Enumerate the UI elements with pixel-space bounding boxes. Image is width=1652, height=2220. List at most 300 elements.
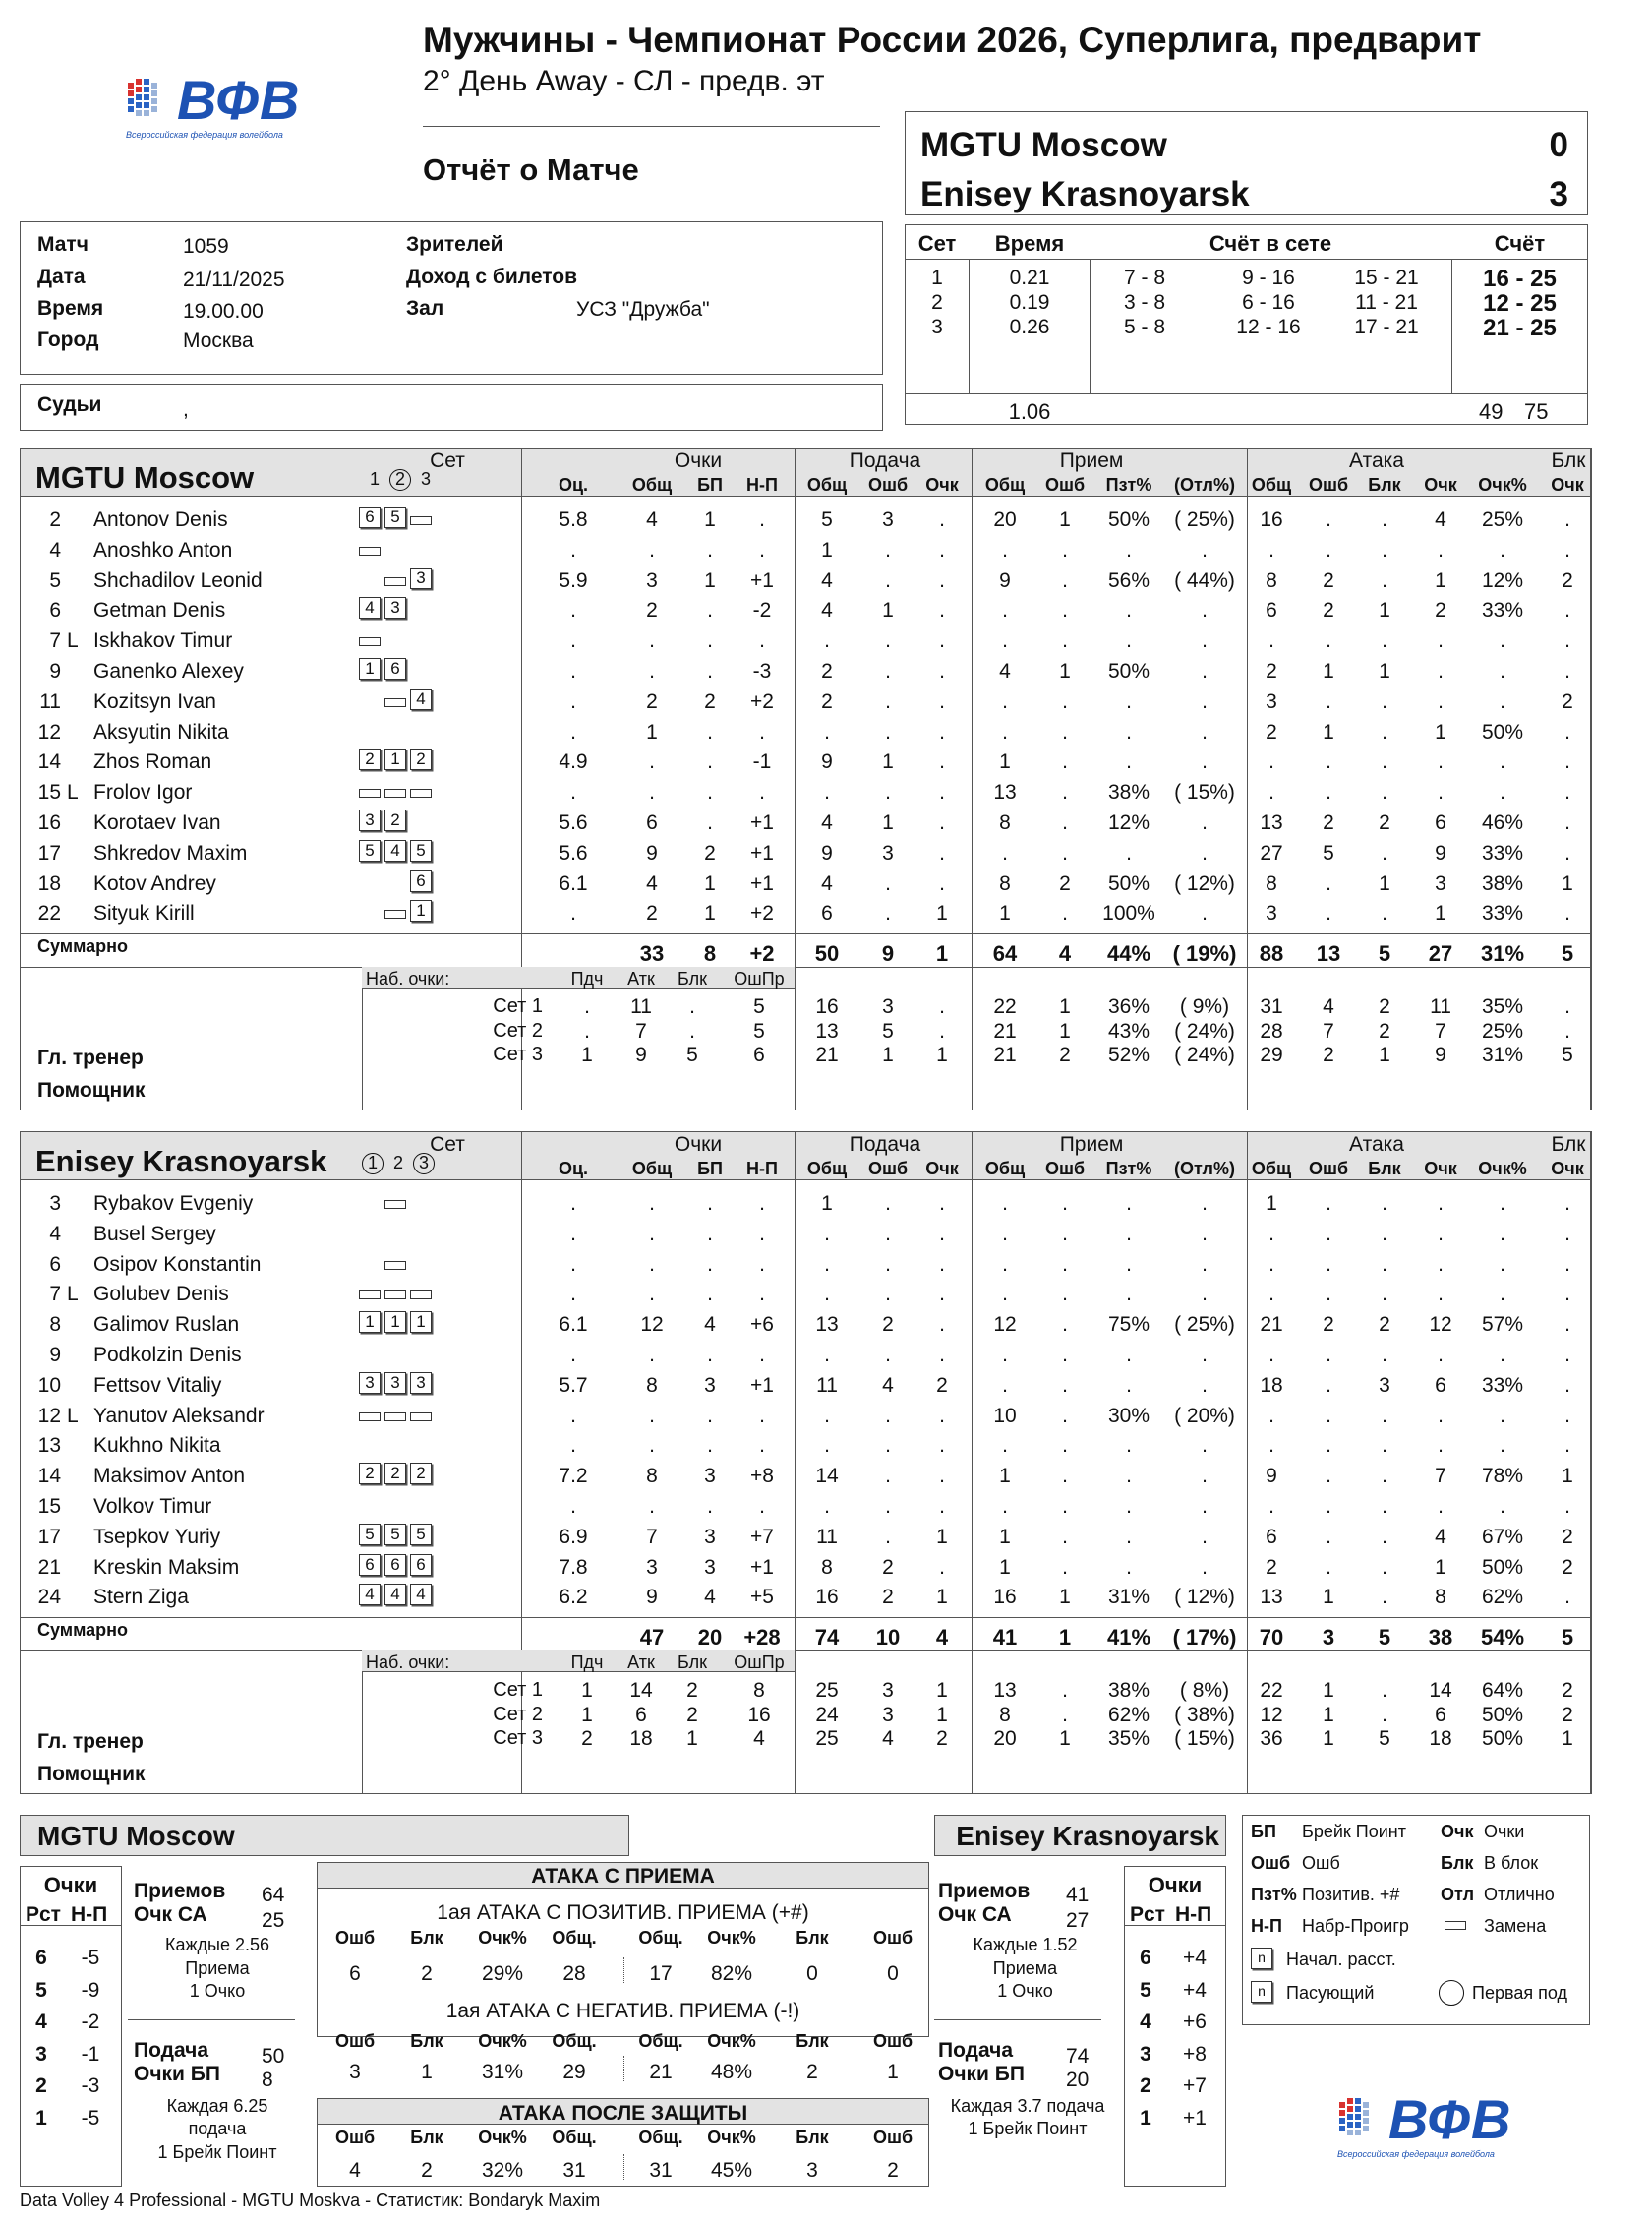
team2-set-stat-cell: 8: [753, 1679, 765, 1702]
starting-positions: [359, 810, 436, 831]
team2-stat-cell: 7: [646, 1525, 658, 1548]
team2-stat-cell: .: [1326, 1404, 1331, 1427]
team2-stat-cell: .: [1326, 1465, 1331, 1488]
team2-set-stat-cell: 1: [1059, 1727, 1071, 1750]
team2-stat-cell: .: [1062, 1373, 1068, 1397]
team1-stat-cell: .: [1500, 630, 1505, 653]
attack-pos-value: 28: [562, 1962, 586, 1985]
team1-block-header: Блк: [1551, 450, 1586, 472]
starting-position-box: 1: [410, 1311, 432, 1333]
team2-player-name: Osipov Konstantin: [93, 1252, 262, 1276]
team1-stat-cell: .: [1126, 750, 1132, 774]
team1-stat-cell: .: [570, 660, 576, 683]
team1-stat-cell: .: [1202, 902, 1208, 926]
team1-set-stat-cell: 16: [815, 995, 839, 1018]
team2-set-stat-cell: 24: [815, 1703, 839, 1726]
team1-stat-cell: 9: [1435, 841, 1446, 865]
team1-stat-cell: .: [1500, 538, 1505, 562]
team2-stat-cell: .: [1202, 1192, 1208, 1215]
team2-stat-cell: .: [1002, 1373, 1008, 1397]
team1-stat-cell: .: [707, 720, 713, 744]
attack-neg-value: 48%: [710, 2061, 753, 2083]
set-partial-score: 11 - 21: [1355, 291, 1418, 314]
team1-set-stat-cell: 31: [1260, 995, 1283, 1018]
team1-stat-cell: 2: [646, 690, 658, 713]
team2-set-stat-cell: .: [1382, 1703, 1387, 1726]
team2-subheader: Очк: [1551, 1159, 1584, 1178]
team2-set-stat-cell: ( 15%): [1174, 1727, 1235, 1750]
set-number: 2: [931, 291, 943, 314]
team2-stat-cell: .: [824, 1434, 830, 1458]
set-number-marker: 1: [369, 469, 380, 489]
team2-stat-cell: 3: [704, 1373, 716, 1397]
team2-stat-cell: 6.9: [559, 1525, 588, 1548]
team2-stat-cell: .: [649, 1344, 655, 1366]
team2-stat-cell: .: [1382, 1283, 1387, 1306]
team2-player-name: Golubev Denis: [93, 1283, 229, 1306]
team1-serve-header: Подача: [849, 450, 921, 472]
rotation-number: 1: [35, 2106, 47, 2130]
team1-stat-cell: 4: [821, 599, 833, 623]
team1-stat-cell: .: [939, 871, 945, 895]
team2-stat-cell: .: [1438, 1434, 1444, 1458]
attack-col-header: Ошб: [872, 2031, 914, 2051]
attack-pos-value: 2: [421, 1962, 433, 1985]
starting-position-box: 3: [359, 810, 381, 831]
team2-stat-cell: .: [1438, 1222, 1444, 1245]
team2-stat-cell: .: [824, 1404, 830, 1427]
team1-stat-cell: 2: [821, 660, 833, 683]
team2-stat-cell: .: [939, 1313, 945, 1337]
team2-points-header: Очки: [674, 1133, 723, 1156]
team2-stat-cell: 2: [1562, 1525, 1573, 1548]
team2-player-number: 8: [49, 1313, 61, 1337]
team1-stat-cell: 50%: [1107, 509, 1150, 531]
team1-stat-cell: .: [1062, 538, 1068, 562]
starting-position-box: 2: [410, 1463, 432, 1484]
team2-stat-cell: .: [1564, 1252, 1570, 1276]
team2-stat-cell: .: [1062, 1222, 1068, 1245]
team2-set-stat-cell: 38%: [1107, 1679, 1150, 1702]
team1-stat-cell: .: [707, 660, 713, 683]
team2-stat-cell: 1: [936, 1525, 948, 1548]
team1-stat-cell: .: [939, 599, 945, 623]
team2-stat-cell: .: [1002, 1495, 1008, 1518]
team2-set-stat-cell: 16: [747, 1703, 771, 1726]
team2-stat-cell: .: [1500, 1434, 1505, 1458]
team2-stat-cell: 30%: [1107, 1404, 1150, 1427]
away-every-line: Каждые 1.52: [973, 1935, 1078, 1954]
home-ochsa-label: Очк СА: [134, 1903, 207, 1926]
attack-neg-value: 1: [887, 2061, 899, 2083]
team1-set-numbers: [362, 469, 441, 491]
team2-subheader: Очк: [1424, 1159, 1457, 1178]
team1-set-stat-cell: 2: [1059, 1044, 1071, 1066]
team1-stat-cell: 8: [999, 871, 1011, 895]
team1-player-number: 15: [37, 781, 61, 805]
starting-positions: [359, 749, 436, 770]
rotation-number: 3: [35, 2042, 47, 2066]
team1-stat-cell: 33%: [1481, 902, 1524, 926]
summary-home-name: MGTU Moscow: [37, 1821, 235, 1851]
report-subtitle: 2° День Away - СЛ - предв. эт: [423, 65, 825, 97]
team1-stat-cell: 4: [821, 569, 833, 592]
substitution-icon: [410, 789, 432, 798]
team2-stat-cell: .: [759, 1434, 765, 1458]
team2-stat-cell: .: [1564, 1404, 1570, 1427]
starting-positions: [359, 719, 436, 740]
team1-set-stat-cell: 7: [635, 1019, 647, 1043]
team2-set-stat-cell: 35%: [1107, 1727, 1150, 1750]
team2-stat-cell: .: [1002, 1344, 1008, 1366]
team1-stat-cell: .: [570, 902, 576, 926]
team2-nab-col: Атк: [627, 1652, 655, 1672]
team1-set-stat-cell: 36%: [1107, 995, 1150, 1018]
judges-value: ,: [183, 398, 189, 421]
away-bp-label: Очки БП: [938, 2063, 1025, 2085]
team1-stat-cell: 3: [1435, 871, 1446, 895]
team1-set-stat-cell: 31%: [1481, 1044, 1524, 1066]
team2-stat-cell: .: [1564, 1313, 1570, 1337]
starting-positions: [359, 900, 436, 922]
starting-position-box: 4: [359, 597, 381, 619]
team1-stat-cell: .: [939, 811, 945, 834]
starting-position-box: 2: [359, 1463, 381, 1484]
team2-stat-cell: .: [707, 1252, 713, 1276]
legend-value: Очки: [1484, 1822, 1525, 1841]
team2-stat-cell: 2: [1379, 1313, 1390, 1337]
team2-stat-cell: .: [1202, 1555, 1208, 1579]
attack-def-value: 31: [562, 2159, 586, 2182]
team2-stat-cell: 75%: [1107, 1313, 1150, 1337]
team1-stat-cell: .: [707, 781, 713, 805]
team2-subheader: Общ: [806, 1159, 848, 1178]
home-serve-value: 50: [262, 2045, 285, 2068]
team2-stat-cell: .: [1062, 1344, 1068, 1366]
team2-stat-cell: .: [759, 1222, 765, 1245]
attack-col-header: Очк%: [478, 2031, 527, 2051]
team2-stat-cell: 62%: [1481, 1586, 1524, 1609]
team1-set-stat-cell: 1: [1379, 1044, 1390, 1066]
team1-stat-cell: .: [1438, 750, 1444, 774]
team2-player-number: 10: [37, 1373, 61, 1397]
team2-stat-cell: +8: [750, 1465, 774, 1488]
rotation-col-rst: Рст: [26, 1903, 61, 1926]
team1-set-stat-cell: 21: [993, 1019, 1017, 1043]
team1-reception-header: Прием: [1059, 450, 1124, 472]
team2-set-stat-cell: 64%: [1481, 1679, 1524, 1702]
vfv-logo-bottom: [1337, 2090, 1534, 2164]
team1-stat-cell: .: [1564, 509, 1570, 531]
starting-positions: [359, 1584, 436, 1605]
team2-stat-cell: 3: [704, 1525, 716, 1548]
starting-position-box: 1: [410, 900, 432, 922]
starting-position-box: 6: [359, 507, 381, 528]
team1-subheader: Н-П: [746, 475, 778, 495]
substitution-icon: [410, 1290, 432, 1299]
team2-stat-cell: 57%: [1481, 1313, 1524, 1337]
summary-away-name: Enisey Krasnoyarsk: [956, 1821, 1219, 1851]
team1-stat-cell: 13: [993, 781, 1017, 805]
rotation-balance: +1: [1183, 2106, 1207, 2130]
team2-set-stat-cell: 2: [936, 1727, 948, 1750]
set-duration: 0.19: [1009, 291, 1050, 314]
team1-total-cell: 31%: [1480, 941, 1525, 966]
team1-player-name: Shchadilov Leonid: [93, 569, 263, 592]
away-ochsa-value: 27: [1066, 1909, 1090, 1932]
team1-stat-cell: .: [1326, 538, 1331, 562]
team2-total-cell: 54%: [1480, 1625, 1525, 1650]
team1-stat-cell: .: [1062, 841, 1068, 865]
team2-stat-cell: .: [1326, 1525, 1331, 1548]
team2-stat-cell: 18: [1260, 1373, 1283, 1397]
team1-set-row-label: Сет 2: [493, 1019, 543, 1042]
team2-player-number: 14: [37, 1465, 61, 1488]
team1-stat-cell: .: [1062, 720, 1068, 744]
team1-player-number: 5: [49, 569, 61, 592]
team1-total-cell: 5: [1378, 941, 1391, 966]
team1-stat-cell: .: [885, 781, 891, 805]
away-ochsa-label: Очк СА: [938, 1903, 1012, 1926]
team1-stat-cell: 2: [1379, 811, 1390, 834]
legend-value: Пасующий: [1286, 1983, 1375, 2003]
team2-stat-cell: .: [939, 1555, 945, 1579]
team1-stat-cell: .: [1268, 538, 1274, 562]
rule: [20, 967, 1591, 968]
team1-stat-cell: 2: [1562, 690, 1573, 713]
starting-position-box: 1: [384, 749, 406, 770]
team2-total-cell: 1: [1058, 1625, 1072, 1650]
legend-value: Начал. расст.: [1286, 1950, 1396, 1969]
team2-stat-cell: +7: [750, 1525, 774, 1548]
team2-stat-cell: 12: [993, 1313, 1017, 1337]
legend-first-serve-icon: [1439, 1980, 1464, 2006]
starting-positions: [359, 1432, 436, 1453]
team2-libero-mark: L: [67, 1283, 79, 1306]
team1-stat-cell: .: [939, 538, 945, 562]
team1-libero-mark: L: [67, 630, 79, 653]
team2-set-stat-cell: 25: [815, 1727, 839, 1750]
set-number-marker: 2: [389, 469, 411, 491]
negative-attack-title: 1ая АТАКА С НЕГАТИВ. ПРИЕМА (-!): [445, 2000, 800, 2022]
team1-stat-cell: 33%: [1481, 841, 1524, 865]
team2-stat-cell: .: [1268, 1222, 1274, 1245]
match-date: 21/11/2025: [183, 269, 285, 291]
team2-set-stat-cell: 25: [815, 1679, 839, 1702]
team2-stat-cell: .: [1382, 1222, 1387, 1245]
team1-set-stat-cell: 11: [1430, 995, 1451, 1018]
team2-stat-cell: ( 20%): [1174, 1404, 1235, 1427]
vfv-logo: [126, 71, 323, 145]
team2-player-name: Kukhno Nikita: [93, 1434, 221, 1458]
starting-positions: [359, 1342, 436, 1362]
team1-stat-cell: 56%: [1107, 569, 1150, 592]
team2-stat-cell: 21: [1260, 1313, 1283, 1337]
team2-player-name: Fettsov Vitaliy: [93, 1373, 222, 1397]
team2-stat-cell: .: [1326, 1495, 1331, 1518]
team2-stat-cell: .: [939, 1434, 945, 1458]
team1-subheader: Ошб: [1044, 475, 1086, 495]
team1-stat-cell: 12%: [1481, 569, 1524, 592]
rule: [20, 1179, 1591, 1180]
team1-player-number: 12: [37, 720, 61, 744]
team2-player-number: 17: [37, 1525, 61, 1548]
team1-set-stat-cell: 43%: [1107, 1019, 1150, 1043]
team1-stat-cell: .: [1268, 630, 1274, 653]
team1-player-number: 22: [37, 902, 61, 926]
team2-set-row-label: Сет 3: [493, 1727, 543, 1749]
team2-set-stat-cell: 1: [686, 1727, 698, 1750]
team1-player-number: 14: [37, 750, 61, 774]
label-hall: Зал: [406, 297, 444, 320]
team1-stat-cell: .: [570, 720, 576, 744]
team2-player-number: 12: [37, 1404, 61, 1427]
team2-set-stat-cell: 12: [1260, 1703, 1283, 1726]
team2-set-stat-cell: 20: [993, 1727, 1017, 1750]
sets-header-time: Время: [994, 231, 1065, 256]
team2-stat-cell: .: [885, 1495, 891, 1518]
team2-stat-cell: .: [824, 1283, 830, 1306]
starting-position-box: 2: [410, 749, 432, 770]
rotation-col-np: Н-П: [1175, 1903, 1212, 1926]
team1-nab-col: ОшПр: [734, 969, 785, 989]
team1-stat-cell: +1: [750, 811, 774, 834]
team2-stat-cell: 12: [640, 1313, 664, 1337]
team2-set-stat-cell: 6: [635, 1703, 647, 1726]
team2-stat-cell: .: [1500, 1495, 1505, 1518]
team1-stat-cell: .: [885, 538, 891, 562]
team1-stat-cell: .: [1126, 690, 1132, 713]
rotation-balance: -2: [81, 2010, 100, 2033]
set-partial-score: 7 - 8: [1123, 267, 1166, 289]
team2-stat-cell: 31%: [1107, 1586, 1150, 1609]
set-partial-score: 3 - 8: [1123, 291, 1166, 314]
starting-position-box: 4: [410, 1584, 432, 1605]
team2-stat-cell: .: [1382, 1192, 1387, 1215]
team2-subheader: Ошб: [1308, 1159, 1349, 1178]
team1-total-cell: 9: [881, 941, 895, 966]
team1-subheader: БП: [697, 475, 723, 495]
team2-total-cell: 20: [697, 1625, 723, 1650]
label-city: Город: [37, 329, 99, 351]
team1-stat-cell: 9: [821, 750, 833, 774]
team1-stat-cell: .: [1126, 538, 1132, 562]
team2-stat-cell: .: [1382, 1586, 1387, 1609]
team2-set-stat-cell: 8: [999, 1703, 1011, 1726]
team2-stat-cell: .: [707, 1495, 713, 1518]
rotation-number: 5: [1140, 1978, 1151, 2002]
team2-set-stat-cell: 14: [1429, 1679, 1452, 1702]
team1-stat-cell: .: [1564, 811, 1570, 834]
rotation-number: 6: [35, 1947, 47, 1969]
team1-total-cell: 33: [639, 941, 665, 966]
team1-stat-cell: .: [1326, 781, 1331, 805]
judges-box: [20, 384, 883, 431]
team2-stat-cell: .: [824, 1252, 830, 1276]
attack-col-header: Ошб: [334, 2031, 376, 2051]
team1-set-stat-cell: 5: [882, 1019, 894, 1043]
attack-col-header: Общ.: [638, 2031, 683, 2051]
team1-player-name: Ganenko Alexey: [93, 660, 244, 683]
team1-stat-cell: 5: [821, 509, 833, 531]
team1-stat-cell: .: [1326, 902, 1331, 926]
rotation-balance: +6: [1183, 2010, 1207, 2033]
team2-stat-cell: .: [707, 1344, 713, 1366]
starting-position-box: 5: [410, 1524, 432, 1545]
legend-key: Пзт%: [1251, 1885, 1297, 1904]
team1-stat-cell: .: [1202, 841, 1208, 865]
team1-nab-label: Наб. очки:: [366, 969, 450, 989]
team1-stat-cell: 8: [999, 811, 1011, 834]
team2-stat-cell: 11: [816, 1525, 838, 1548]
team2-nab-label: Наб. очки:: [366, 1652, 450, 1672]
team2-stat-cell: 14: [815, 1465, 839, 1488]
team2-nab-col: Пдч: [570, 1652, 604, 1672]
home-team-score-name: MGTU Moscow: [920, 126, 1167, 164]
team2-stat-cell: .: [885, 1465, 891, 1488]
rotation-balance: +7: [1183, 2074, 1207, 2097]
team2-stat-cell: .: [824, 1344, 830, 1366]
team2-stat-cell: .: [885, 1283, 891, 1306]
team1-stat-cell: 1: [882, 750, 894, 774]
team1-stat-cell: 38%: [1481, 871, 1524, 895]
team1-stat-cell: 6: [821, 902, 833, 926]
team1-stat-cell: 3: [882, 841, 894, 865]
team2-stat-cell: .: [1382, 1555, 1387, 1579]
team2-total-cell: 38: [1428, 1625, 1453, 1650]
team2-stat-cell: .: [1382, 1525, 1387, 1548]
team1-stat-cell: .: [939, 781, 945, 805]
team1-stat-cell: +1: [750, 569, 774, 592]
starting-position-box: 2: [359, 749, 381, 770]
team2-stat-cell: .: [1062, 1252, 1068, 1276]
team1-set-stat-cell: 35%: [1481, 995, 1524, 1018]
team2-stat-cell: 8: [646, 1373, 658, 1397]
team1-stat-cell: 1: [704, 509, 716, 531]
team2-stat-cell: 2: [882, 1313, 894, 1337]
team2-set-stat-cell: 2: [686, 1679, 698, 1702]
starting-position-box: 6: [384, 1554, 406, 1576]
team1-stat-cell: .: [707, 750, 713, 774]
rule: [934, 2019, 1101, 2020]
team2-set-stat-cell: 2: [581, 1727, 593, 1750]
starting-positions: [359, 1463, 436, 1484]
attack-col-header: Общ.: [638, 2128, 683, 2147]
team2-stat-cell: .: [570, 1404, 576, 1427]
team1-subheader: Очк: [1551, 475, 1584, 495]
team1-total-label: Суммарно: [37, 936, 129, 956]
team1-stat-cell: 25%: [1481, 509, 1524, 531]
team2-stat-cell: 12: [1429, 1313, 1452, 1337]
team2-player-name: Rybakov Evgeniy: [93, 1192, 254, 1215]
starting-position-box: 3: [410, 568, 432, 589]
sets-header-setscore: Счёт в сете: [1209, 231, 1332, 256]
team1-stat-cell: .: [1268, 750, 1274, 774]
team1-stat-cell: 1: [1435, 569, 1446, 592]
team1-stat-cell: ( 25%): [1174, 509, 1235, 531]
legend-substitution-icon: [1445, 1921, 1466, 1930]
rotation-number: 4: [35, 2010, 47, 2033]
team2-stat-cell: .: [1326, 1192, 1331, 1215]
team1-stat-cell: .: [1438, 630, 1444, 653]
team1-set-row-label: Сет 3: [493, 1044, 543, 1065]
team2-stat-cell: .: [570, 1192, 576, 1215]
team1-stat-cell: +1: [750, 871, 774, 895]
team1-stat-cell: 6: [1435, 811, 1446, 834]
team2-stat-cell: .: [1326, 1434, 1331, 1458]
away-receptions-value: 41: [1066, 1884, 1090, 1906]
team2-stat-cell: .: [649, 1495, 655, 1518]
